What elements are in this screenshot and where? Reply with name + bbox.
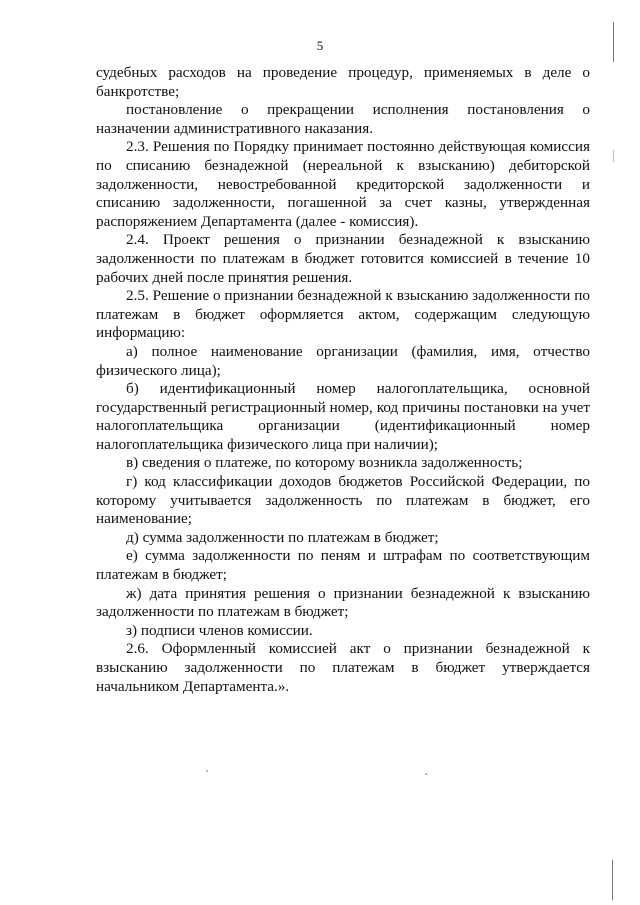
scan-edge-mark xyxy=(613,150,614,162)
list-item-g: г) код классификации доходов бюджетов Российской Федерации, по которому учитывается задолженность по платежам в бюджет, его наименование; xyxy=(96,473,590,528)
scan-edge-mark xyxy=(613,22,614,62)
list-item-d: д) сумма задолженности по платежам в бюджет; xyxy=(126,528,439,546)
list-item-z: з) подписи членов комиссии. xyxy=(126,621,313,639)
list-item-e: е) сумма задолженности по пеням и штрафам по соответствующим платежам в бюджет; xyxy=(96,547,590,584)
paragraph-2-3: 2.3. Решения по Порядку принимает постоянно действующая комиссия по списанию безнадежной (нереальной к взысканию) дебиторской задолженности, невостребованной кредиторской задолженности и списанию задолженности, погашенной за счет казны, утвержденная распоряжением Департамента (далее - комиссия). xyxy=(96,138,590,230)
page-number: 5 xyxy=(316,38,324,53)
list-item-a: а) полное наименование организации (фамилия, имя, отчество физического лица); xyxy=(96,342,590,379)
paragraph-bankruptcy-costs: судебных расходов на проведение процедур, применяемых в деле о банкротстве; xyxy=(96,64,590,100)
document-body xyxy=(96,64,590,696)
paragraph-2-6: 2.6. Оформленный комиссией акт о признании безнадежной к взысканию задолженности по платежам в бюджет утверждается начальником Департамента.». xyxy=(96,640,590,695)
list-item-zh: ж) дата принятия решения о признании безнадежной к взысканию задолженности по платежам в бюджет; xyxy=(96,584,590,621)
scan-edge-mark xyxy=(612,860,613,900)
scan-dot-mark xyxy=(425,773,427,775)
paragraph-2-5: 2.5. Решение о признании безнадежной к взысканию задолженности по платежам в бюджет оформляется актом, содержащим следующую информацию: xyxy=(96,287,590,342)
scan-dot-mark xyxy=(206,770,208,772)
paragraph-2-4: 2.4. Проект решения о признании безнадежной к взысканию задолженности по платежам в бюджет готовится комиссией в течение 10 рабочих дней после принятия решения. xyxy=(96,231,590,286)
paragraph-termination-resolution: постановление о прекращении исполнения постановления о назначении административного наказания. xyxy=(96,101,590,137)
list-item-b: б) идентификационный номер налогоплательщика, основной государственный регистрационный номер, код причины постановки на учет налогоплательщика организации (идентификационный номер налогоплательщика физического лица при наличии); xyxy=(96,380,590,453)
list-item-v: в) сведения о платеже, по которому возникла задолженность; xyxy=(126,454,523,472)
